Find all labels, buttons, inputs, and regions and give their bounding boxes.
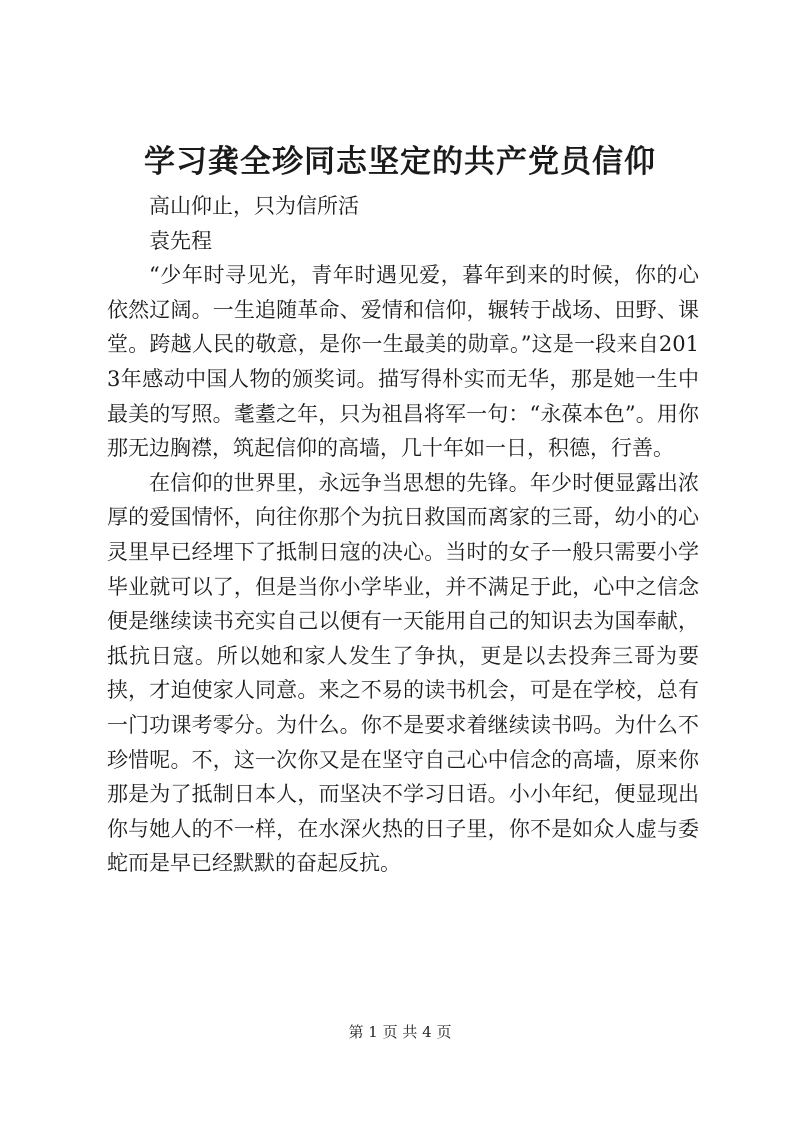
document-body [107,189,699,881]
page-footer: 第 1 页 共 4 页 [348,1023,452,1041]
document-title: 学习龚全珍同志坚定的共产党员信仰 [144,144,656,180]
body-paragraph: 在信仰的世界里，永远争当思想的先锋。年少时便显露出浓厚的爱国情怀，向往你那个为抗日救国而离家的三哥，幼小的心灵里早已经埋下了抵制日寇的决心。当时的女子一般只需要小学毕业就可以了，但是当你小学毕业，并不满足于此，心中之信念便是继续读书充实自己以便有一天能用自己的知识去为国奉献，抵抗日寇。所以她和家人发生了争执，更是以去投奔三哥为要挟，才迫使家人同意。来之不易的读书机会，可是在学校，总有一门功课考零分。为什么。你不是要求着继续读书吗。为什么不珍惜呢。不，这一次你又是在坚守自己心中信念的高墙，原来你那是为了抵制日本人，而坚决不学习日语。小小年纪，便显现出你与她人的不一样，在水深火热的日子里，你不是如众人虚与委蛇而是早已经默默的奋起反抗。 [107,470,699,876]
body-paragraph: “少年时寻见光，青年时遇见爱，暮年到来的时候，你的心依然辽阔。一生追随革命、爱情和信仰，辗转于战场、田野、课堂。跨越人民的敬意，是你一生最美的勋章。”这是一段来自2013年感动中国人物的颁奖词。描写得朴实而无华，那是她一生中最美的写照。耄耋之年，只为祖昌将军一句：“永葆本色”。用你那无边胸襟，筑起信仰的高墙，几十年如一日，积德，行善。 [107,263,699,461]
author-paragraph: 袁先程 [149,228,212,253]
subtitle-paragraph: 高山仰止，只为信所活 [149,194,359,218]
